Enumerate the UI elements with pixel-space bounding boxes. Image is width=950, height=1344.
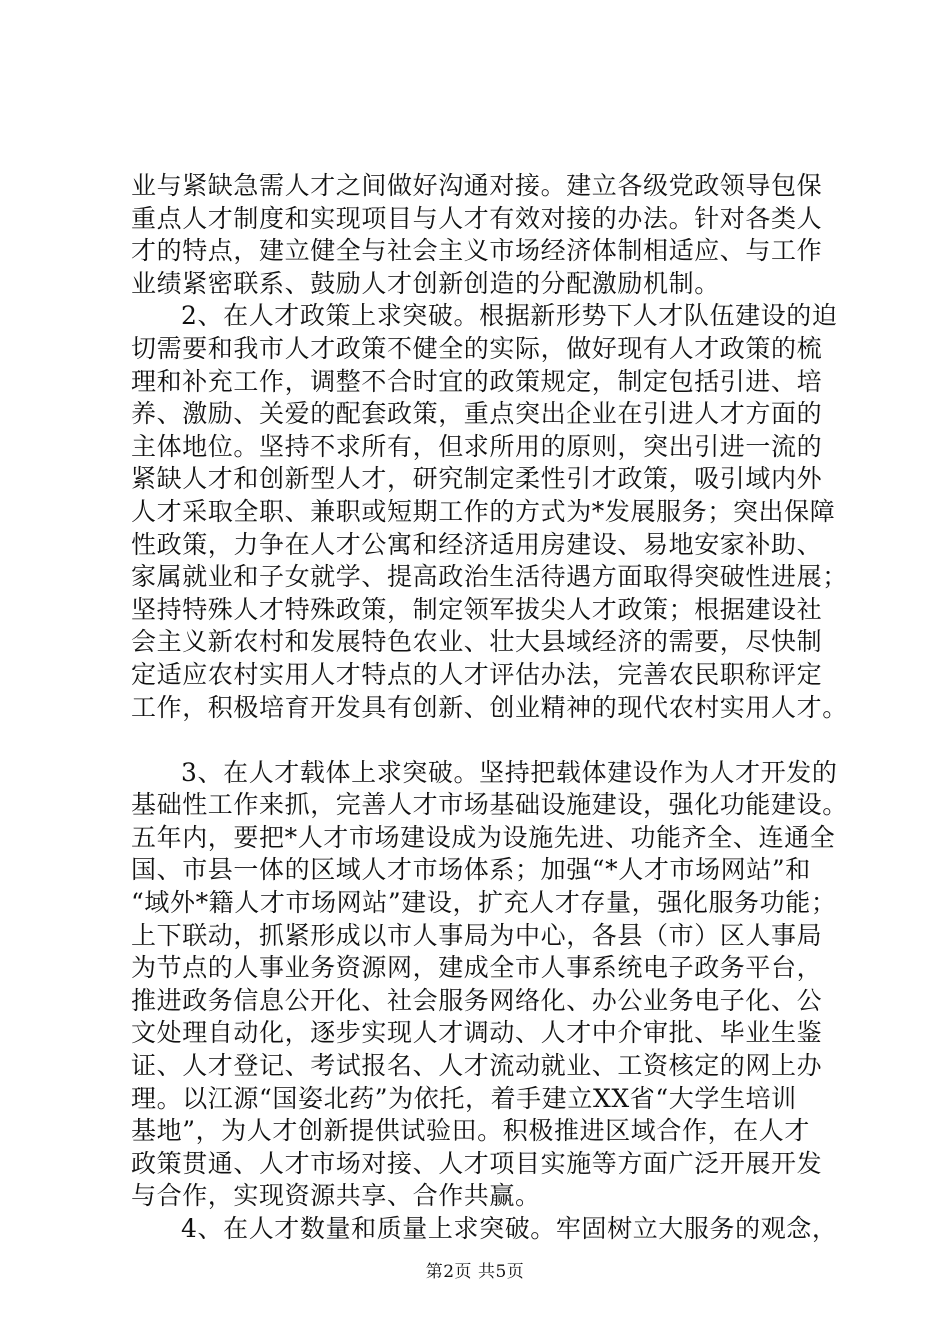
text-line: 家属就业和子女就学、提高政治生活待遇方面取得突破性进展； [131, 562, 848, 592]
page-number-footer: 第2页 共5页 [425, 1262, 525, 1282]
text-line: 业与紧缺急需人才之间做好沟通对接。建立各级党政领导包保 [131, 171, 823, 200]
text-line: 文处理自动化，逐步实现人才调动、人才中介审批、毕业生鉴 [131, 1018, 823, 1048]
text-line: 与合作，实现资源共享、合作共赢。 [131, 1181, 541, 1211]
text-line: 性政策，力争在人才公寓和经济适用房建设、易地安家补助、 [131, 529, 823, 559]
text-line: 为节点的人事业务资源网，建成全市人事系统电子政务平台， [131, 953, 823, 983]
blank-line [131, 724, 851, 757]
text-line: 理。以江源“国姿北药”为依托，着手建立XX省“大学生培训 [131, 1083, 797, 1113]
text-line: 政策贯通、人才市场对接、人才项目实施等方面广泛开展开发 [131, 1148, 823, 1178]
text-line: 会主义新农村和发展特色农业、壮大县域经济的需要，尽快制 [131, 627, 823, 657]
text-line: 养、激励、关爱的配套政策，重点突出企业在引进人才方面的 [131, 399, 823, 429]
text-line: 人才采取全职、兼职或短期工作的方式为*发展服务；突出保障 [131, 496, 836, 526]
text-line: 基础性工作来抓，完善人才市场基础设施建设，强化功能建设。 [131, 790, 848, 820]
text-line: 理和补充工作，调整不合时宜的政策规定，制定包括引进、培 [131, 366, 823, 396]
text-line: 基地”，为人才创新提供试验田。积极推进区域合作，在人才 [131, 1116, 810, 1146]
text-line: 五年内，要把*人才市场建设成为设施先进、功能齐全、连通全 [131, 822, 836, 852]
text-line: 坚持特殊人才特殊政策，制定领军拔尖人才政策；根据建设社 [131, 594, 823, 624]
text-line: 业绩紧密联系、鼓励人才创新创造的分配激励机制。 [131, 268, 720, 298]
paragraph-4-heading-line: 4、在人才数量和质量上求突破。牢固树立大服务的观念， [181, 1214, 838, 1243]
paragraph-2-heading-line: 2、在人才政策上求突破。根据新形势下人才队伍建设的迫 [181, 301, 838, 331]
text-line: 定适应农村实用人才特点的人才评估办法，完善农民职称评定 [131, 659, 823, 689]
text-line: 紧缺人才和创新型人才，研究制定柔性引才政策，吸引域内外 [131, 464, 823, 494]
text-line: 上下联动，抓紧形成以市人事局为中心，各县（市）区人事局 [131, 920, 823, 950]
text-line: 推进政务信息公开化、社会服务网络化、办公业务电子化、公 [131, 985, 823, 1015]
document-body [131, 170, 851, 1246]
text-line: 才的特点，建立健全与社会主义市场经济体制相适应、与工作 [131, 236, 823, 266]
text-line: 证、人才登记、考试报名、人才流动就业、工资核定的网上办 [131, 1051, 823, 1081]
text-line: 国、市县一体的区域人才市场体系；加强“*人才市场网站”和 [131, 855, 811, 885]
text-line: 工作，积极培育开发具有创新、创业精神的现代农村实用人才。 [131, 692, 848, 722]
paragraph-3-heading-line: 3、在人才载体上求突破。坚持把载体建设作为人才开发的 [181, 757, 838, 787]
text-line: 重点人才制度和实现项目与人才有效对接的办法。针对各类人 [131, 203, 823, 233]
text-line: 主体地位。坚持不求所有，但求所用的原则，突出引进一流的 [131, 431, 823, 461]
text-line: 切需要和我市人才政策不健全的实际，做好现有人才政策的梳 [131, 333, 823, 363]
text-line: “域外*籍人才市场网站”建设，扩充人才存量，强化服务功能； [131, 888, 837, 918]
